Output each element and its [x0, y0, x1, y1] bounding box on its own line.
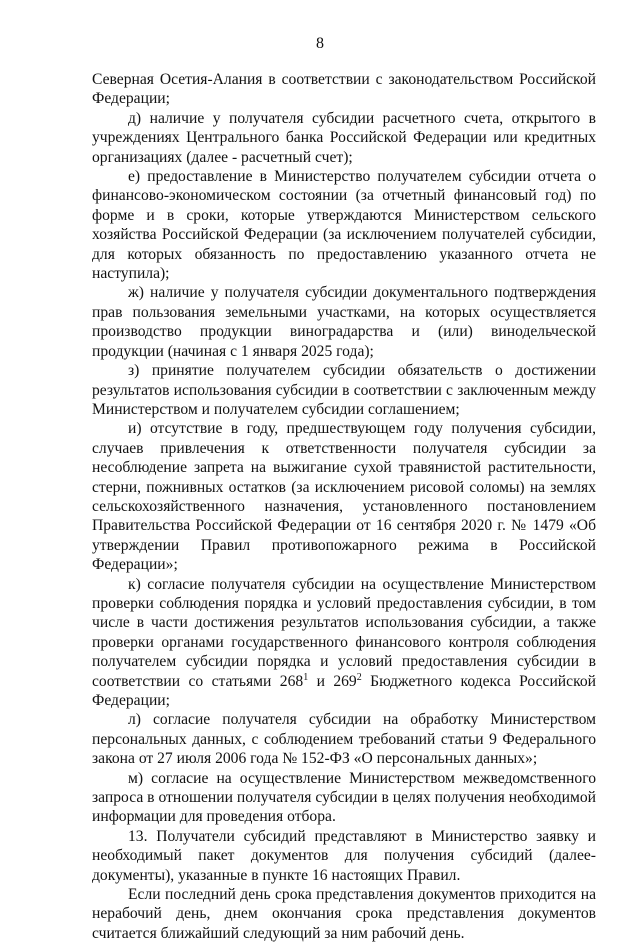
paragraph-continuation: Северная Осетия-Алания в соответствии с законодательством Российской Федерации; — [92, 71, 596, 108]
paragraph-item-m: м) согласие на осуществление Министерством межведомственного запроса в отношении получателя субсидии в целях получения необходимой информации для проведения отбора. — [92, 769, 596, 826]
paragraph-item-z: з) принятие получателем субсидии обязательств о достижении результатов использования субсидии в соответствии с заключенным между Министерством и получателем субсидии соглашением; — [92, 362, 596, 418]
paragraph-item-zh: ж) наличие у получателя субсидии документального подтверждения прав пользования земельными участками, на которых осуществляется производство продукции виноградарства и (или) винодельческой продукции (начиная с 1 января 2025 года); — [92, 284, 596, 360]
paragraph-item-k-text-end: Бюджетного кодекса Российской Федерации; — [92, 672, 596, 709]
page-number: 8 — [316, 35, 324, 52]
article-superscript-2: 2 — [356, 671, 362, 683]
paragraph-section-13: 13. Получатели субсидий представляют в Министерство заявку и необходимый пакет документов для получения субсидий (далее-документы), указанные в пункте 16 настоящих Правил. — [92, 827, 596, 884]
document-body — [92, 70, 596, 943]
paragraph-item-k-text-start: к) согласие получателя субсидии на осуществление Министерством проверки соблюдения порядка и условий предоставления субсидии, в том числе в части достижения результатов использования субсидии, а также проверки органами государственного финансового контроля соблюдения получателем субсидии порядка и условий предоставления субсидии в соответствии со статьями 268 — [92, 575, 596, 690]
paragraph-item-i: и) отсутствие в году, предшествующем году получения субсидии, случаев привлечения к ответственности получателя субсидии за несоблюдение запрета на выжигание сухой травянистой растительности, стерни, пожнивных остатков (за исключением рисовой соломы) на землях сельскохозяйственного назначения, установленного постановлением Правительства Российской Федерации от 16 сентября 2020 г. № 1479 «Об утверждении Правил противопожарного режима в Российской Федерации»; — [92, 420, 596, 574]
paragraph-item-l: л) согласие получателя субсидии на обработку Министерством персональных данных, с соблюдением требований статьи 9 Федерального закона от 27 июля 2006 года № 152-ФЗ «О персональных данных»; — [92, 711, 596, 768]
paragraph-item-d: д) наличие у получателя субсидии расчетного счета, открытого в учреждениях Центрального банка Российской Федерации или кредитных организациях (далее - расчетный счет); — [92, 109, 596, 166]
paragraph-deadline-note: Если последний день срока представления документов приходится на нерабочий день, днем окончания срока представления документов считается ближайший следующий за ним рабочий день. — [92, 886, 596, 942]
paragraph-item-k-text-mid: и 269 — [308, 672, 357, 690]
paragraph-item-e: е) предоставление в Министерство получателем субсидии отчета о финансово-экономическом состоянии (за отчетный финансовый год) по форме и в сроки, которые утверждаются Министерством сельского хозяйства Российской Федерации (за исключением получателей субсидии, для которых обязанность по предоставлению указанного отчета не наступила); — [92, 168, 596, 283]
article-superscript-1: 1 — [303, 671, 309, 683]
paragraph-item-k — [92, 575, 596, 711]
